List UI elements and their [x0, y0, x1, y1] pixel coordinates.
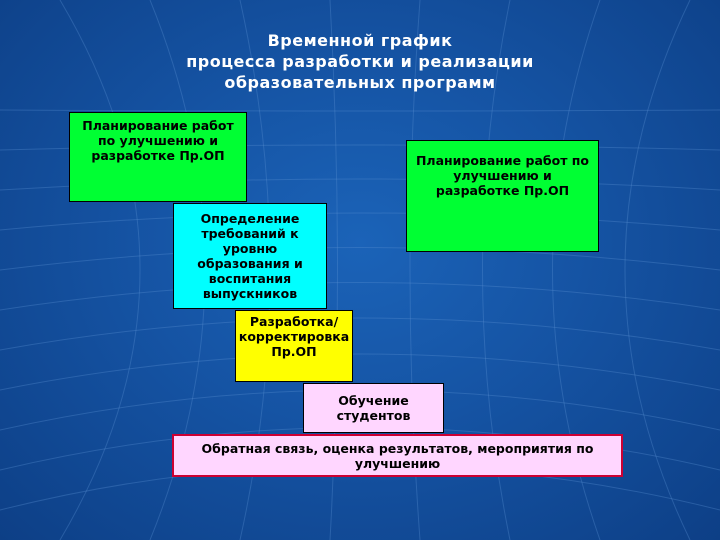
- step-planning-right-text: Планирование работ по улучшению и разработке Пр.ОП: [415, 153, 590, 198]
- step-teaching-box: [303, 383, 444, 433]
- title-line-1: Временной график: [267, 31, 453, 50]
- step-development-box: [235, 310, 353, 382]
- title-line-3: образовательных программ: [224, 73, 496, 92]
- step-feedback-box: [172, 434, 623, 477]
- step-feedback-text: Обратная связь, оценка результатов, мероприятия по улучшению: [201, 440, 594, 471]
- step-planning-box-right: [406, 140, 599, 252]
- title-line-2: процесса разработки и реализации: [186, 52, 534, 71]
- step-requirements-text: Определение требований к уровню образования и воспитания выпускников: [197, 211, 303, 301]
- step-teaching-text: Обучение студентов: [336, 393, 411, 423]
- step-planning-text: Планирование работ по улучшению и разработке Пр.ОП: [82, 118, 234, 163]
- slide-title: [120, 30, 600, 93]
- step-requirements-box: [173, 203, 327, 309]
- step-development-text: Разработка/корректировка Пр.ОП: [238, 314, 350, 359]
- step-planning-box: [69, 112, 247, 202]
